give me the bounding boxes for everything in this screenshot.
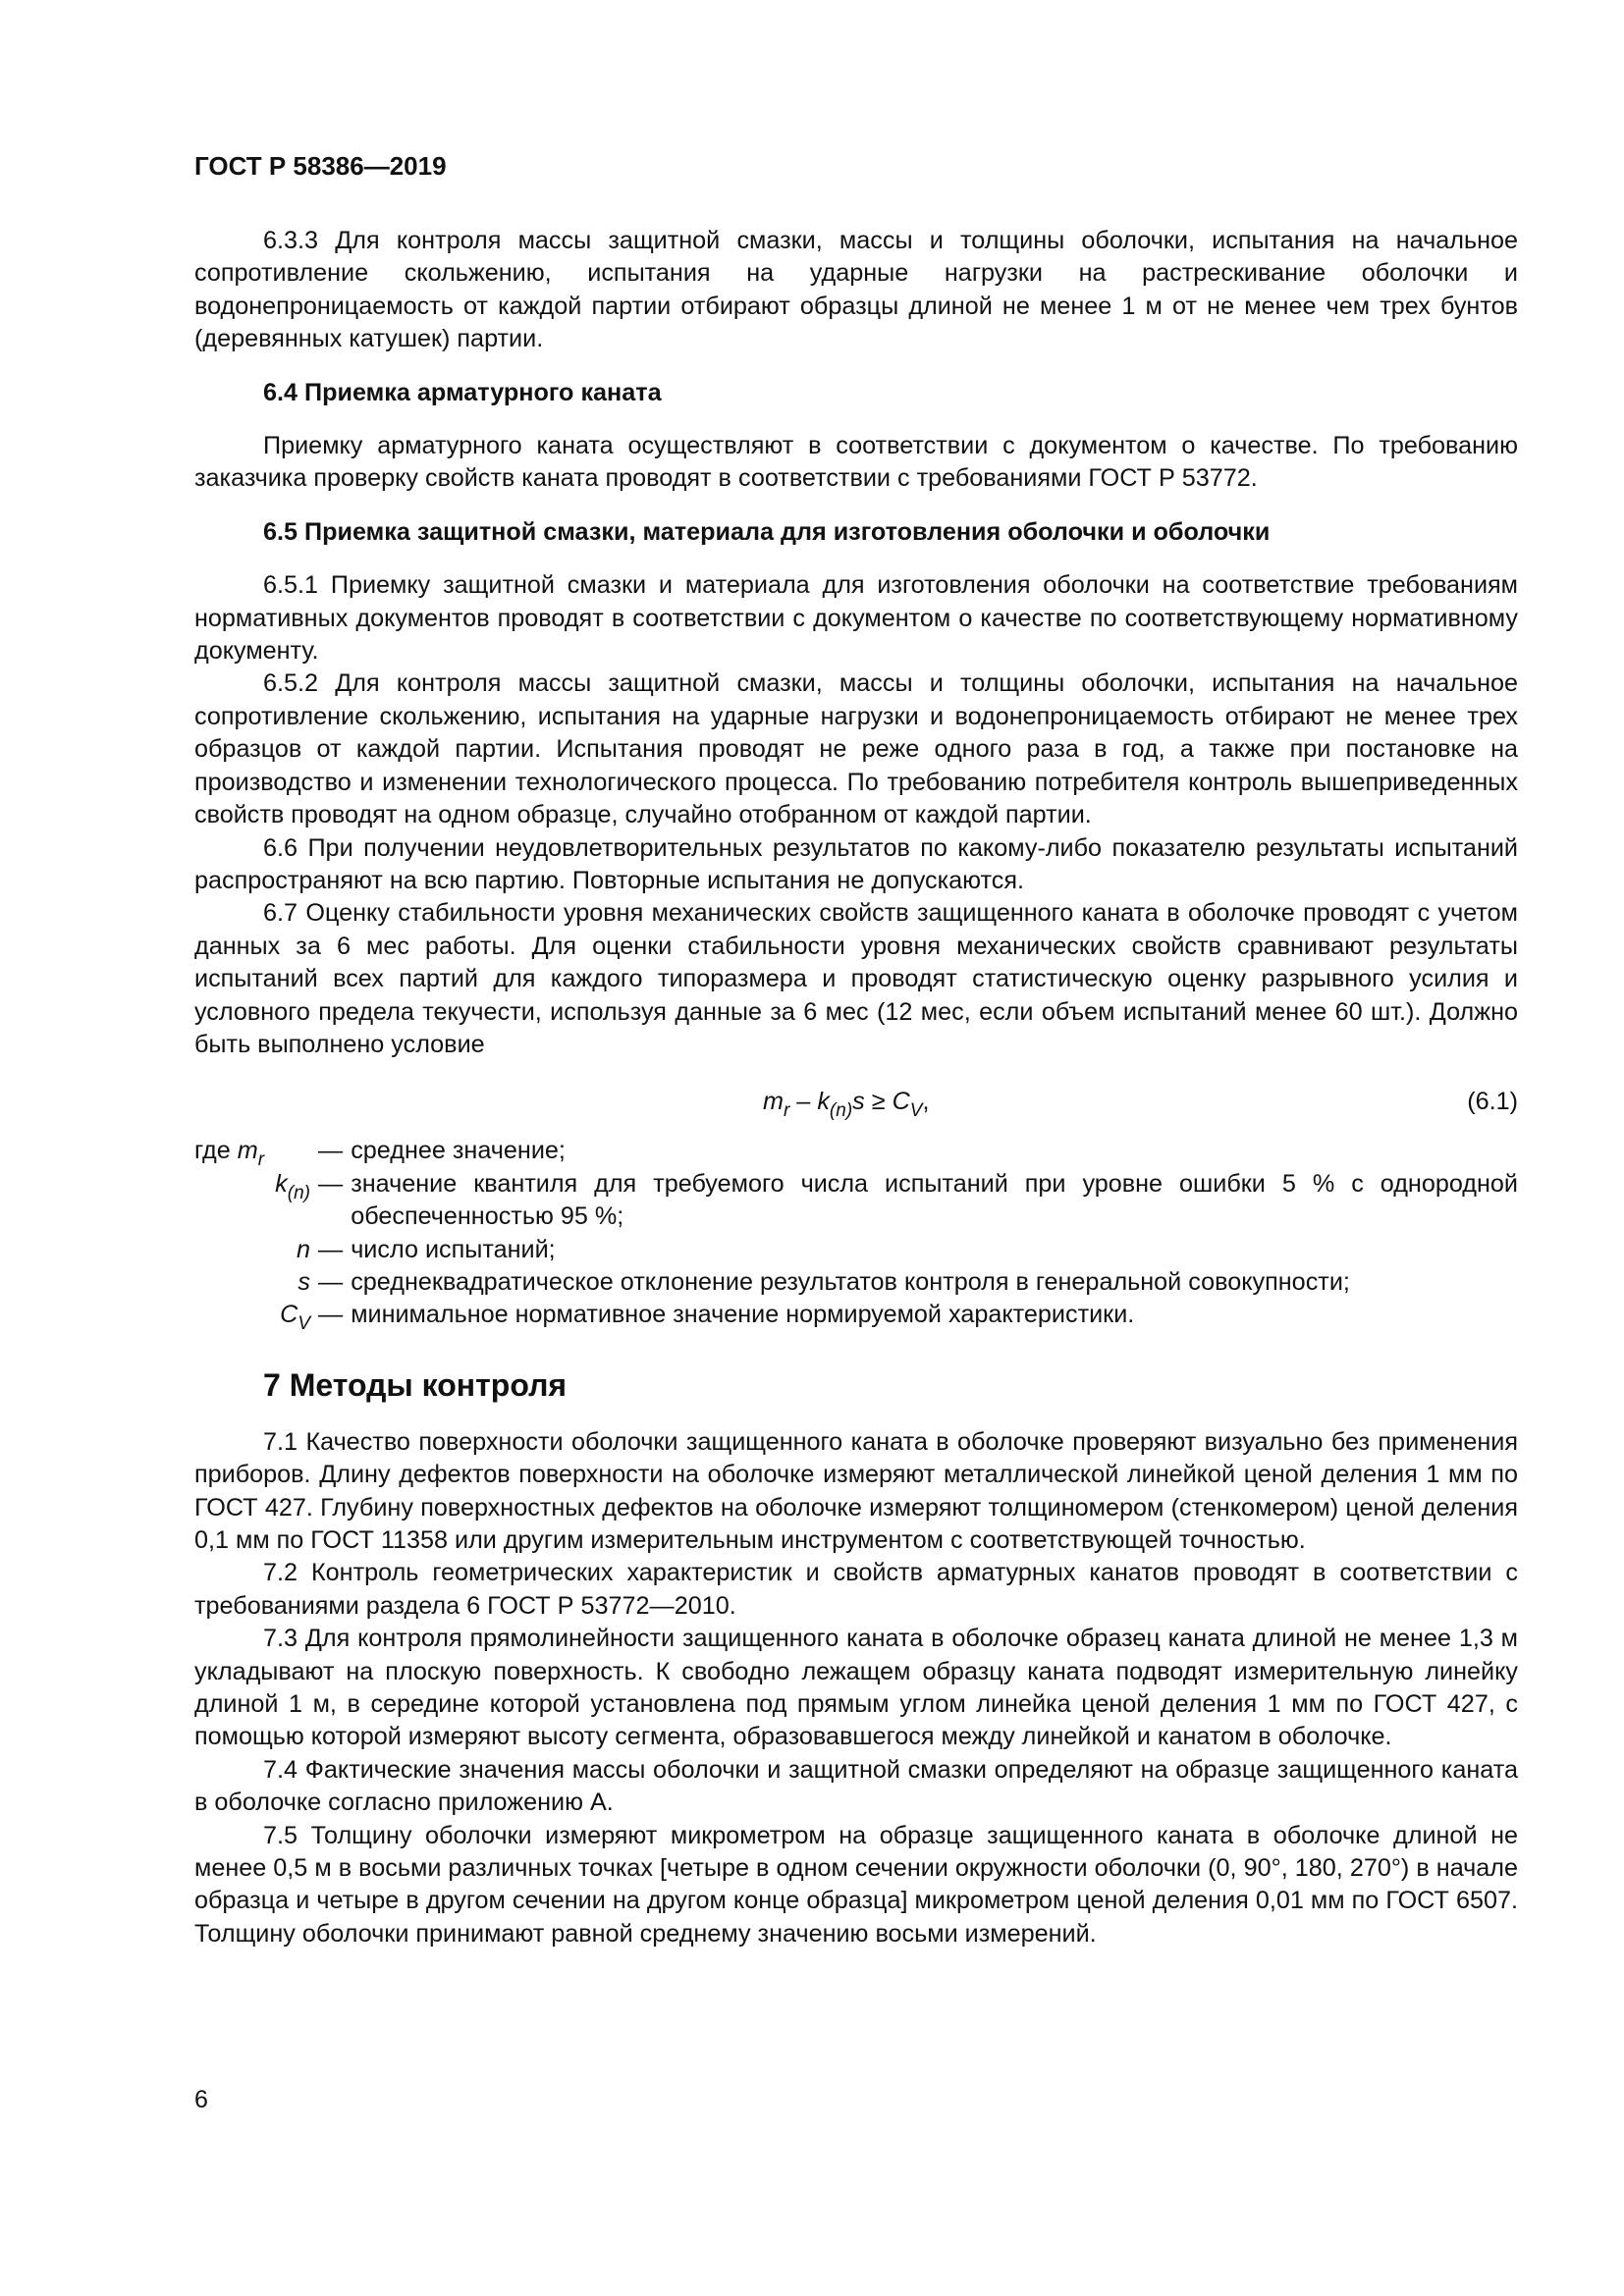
document-code-header: ГОСТ Р 58386—2019 xyxy=(194,151,447,181)
document-body xyxy=(194,225,1518,1950)
paragraph-6-5-2: 6.5.2 Для контроля массы защитной смазки, массы и толщины оболочки, испытания на начальное сопротивление скольжению, испытания на ударные нагрузки и водонепроницаемость отбирают не менее трех образцов от каждой партии. Испытания проводят не реже одного раза в год, а также при постановке на производство и изменении технологического процесса. По требованию потребителя контроль вышеприведенных свойств проводят на одном образце, случайно отобранном от каждой партии. xyxy=(194,669,1518,829)
section-7-title: 7 Методы контроля xyxy=(263,1366,568,1403)
paragraph-7-2: 7.2 Контроль геометрических характеристик и свойств арматурных канатов проводят в соответствии с требованиями раздела 6 ГОСТ Р 53772—2010. xyxy=(194,1559,1518,1620)
legend-item: n — число испытаний; xyxy=(296,1235,556,1263)
heading-6-5: 6.5 Приемка защитной смазки, материала для изготовления оболочки и оболочки xyxy=(263,517,1271,546)
paragraph-7-1: 7.1 Качество поверхности оболочки защищенного каната в оболочке проверяют визуально без применения приборов. Длину дефектов поверхности на оболочке измеряют металлической линейкой ценой деления 1 мм по ГОСТ 427. Глубину поверхностных дефектов на оболочке измеряют толщиномером (стенкомером) ценой деления 0,1 мм по ГОСТ 11358 или другим измерительным инструментом с соответствующей точностью. xyxy=(194,1427,1518,1554)
paragraph-6-5-1: 6.5.1 Приемку защитной смазки и материала для изготовления оболочки на соответствие требованиям нормативных документов проводят в соответствии с документом о качестве по соответствующему нормативному документу. xyxy=(194,571,1518,666)
paragraph-6-3-3: 6.3.3 Для контроля массы защитной смазки, массы и толщины оболочки, испытания на начальное сопротивление скольжению, испытания на ударные нагрузки на растрескивание оболочки и водонепроницаемость от каждой партии отбирают образцы длиной не менее 1 м от не менее чем трех бунтов (деревянных катушек) партии. xyxy=(194,227,1518,353)
legend-item: s — среднеквадратическое отклонение результатов контроля в генеральной совокупности; xyxy=(298,1267,1350,1296)
paragraph-6-4: Приемку арматурного каната осуществляют в соответствии с документом о качестве. По требованию заказчика проверку свойств каната проводят в соответствии с требованиями ГОСТ Р 53772. xyxy=(194,432,1518,493)
paragraph-7-4: 7.4 Фактические значения массы оболочки и защитной смазки определяют на образце защищенного каната в оболочке согласно приложению А. xyxy=(194,1755,1518,1817)
page-number: 6 xyxy=(194,2086,208,2113)
legend-item: $C_V$ — минимальное нормативное значение нормируемой характеристики. xyxy=(280,1301,1135,1335)
formula-expression: $m_r - k_{(n)}s \ge C_V$, xyxy=(763,1088,930,1122)
formula-number: (6.1) xyxy=(1467,1088,1518,1116)
paragraph-6-7: 6.7 Оценку стабильности уровня механических свойств защищенного каната в оболочке проводят с учетом данных за 6 мес работы. Для оценки стабильности уровня механических свойств сравнивают результаты испытаний всех партий для каждого типоразмера и проводят статистическую оценку разрывного усилия и условного предела текучести, используя данные за 6 мес (12 мес, если объем испытаний менее 60 шт.). Должно быть выполнено условие xyxy=(194,899,1518,1058)
formula-6-1 xyxy=(194,1081,1518,1124)
paragraph-6-6: 6.6 При получении неудовлетворительных результатов по какому-либо показателю результаты испытаний распространяют на всю партию. Повторные испытания не допускаются. xyxy=(194,833,1518,894)
heading-6-4: 6.4 Приемка арматурного каната xyxy=(263,378,662,406)
legend-item: где $m_r$ — среднее значение; xyxy=(194,1137,566,1171)
formula-legend xyxy=(194,1135,1518,1335)
paragraph-7-5: 7.5 Толщину оболочки измеряют микрометром на образце защищенного каната в оболочке длиной не менее 0,5 м в восьми различных точках [четыре в одном сечении окружности оболочки (0, 90°, 180, 270°) в начале образца и четыре в другом сечении на другом конце образца] микрометром ценой деления 0,01 мм по ГОСТ 6507. Толщину оболочки принимают равной среднему значению восьми измерений. xyxy=(194,1821,1518,1948)
legend-item: $k_{(n)}$ — значение квантиля для требуемого числа испытаний при уровне ошибки 5 % с однородной обеспеченностью 95 %; xyxy=(275,1169,1518,1231)
paragraph-7-3: 7.3 Для контроля прямолинейности защищенного каната в оболочке образец каната длиной не менее 1,3 м укладывают на плоскую поверхность. К свободно лежащем образцу каната подводят измерительную линейку длиной 1 м, в середине которой установлена под прямым углом линейка ценой деления 1 мм по ГОСТ 427, с помощью которой измеряют высоту сегмента, образовавшегося между линейкой и канатом в оболочке. xyxy=(194,1625,1518,1751)
